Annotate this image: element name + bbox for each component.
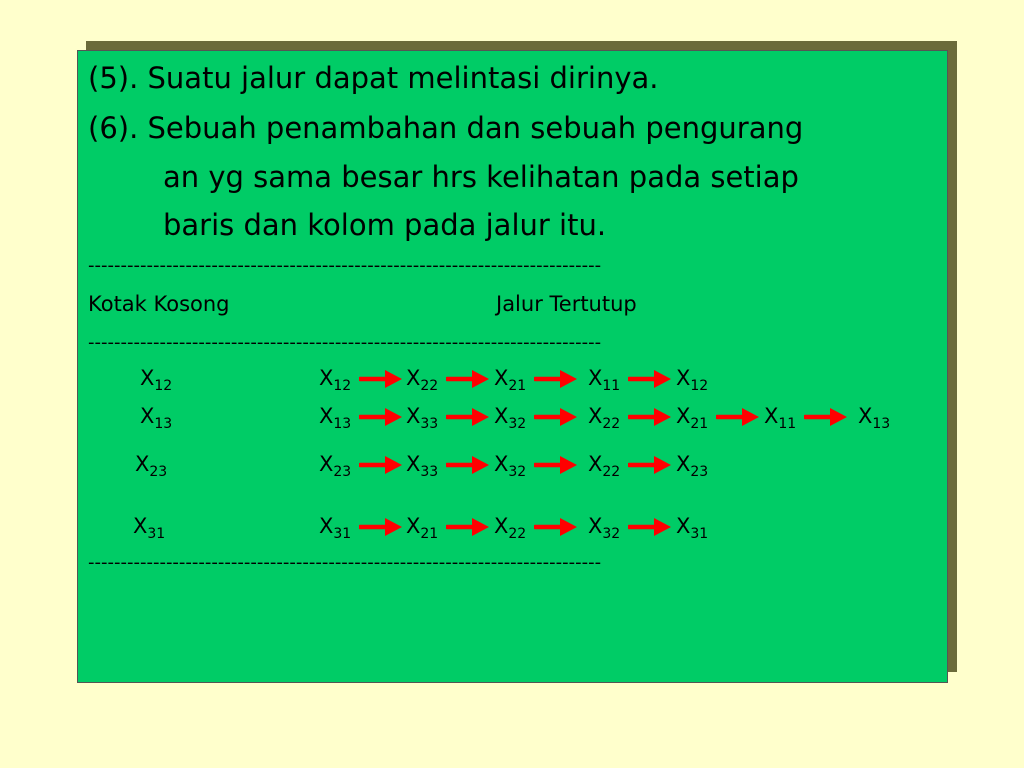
arrow-icon <box>804 406 848 428</box>
empty-cell-label: $X_{31}$ <box>133 514 166 542</box>
header-closed-path: Jalur Tertutup <box>496 292 637 316</box>
arrow-icon <box>628 516 672 538</box>
arrow-icon <box>446 454 490 476</box>
arrow-icon <box>628 368 672 390</box>
path-cell-label: $X_{21}$ <box>494 366 527 394</box>
path-cell-label: $X_{22}$ <box>494 514 527 542</box>
path-cell-label: $X_{21}$ <box>676 404 709 432</box>
path-cell-label: $X_{31}$ <box>319 514 352 542</box>
rule-6-line-3: baris dan kolom pada jalur itu. <box>163 208 607 242</box>
path-cell-label: $X_{23}$ <box>319 452 352 480</box>
rule-5: (5). Suatu jalur dapat melintasi dirinya. <box>88 61 659 95</box>
separator-top: ------------------------------------------------------------------------------- <box>88 256 602 276</box>
empty-cell-label: $X_{23}$ <box>135 452 168 480</box>
arrow-icon <box>359 406 403 428</box>
path-cell-label: $X_{12}$ <box>676 366 709 394</box>
path-cell-label: $X_{11}$ <box>764 404 797 432</box>
path-cell-label: $X_{12}$ <box>319 366 352 394</box>
arrow-icon <box>534 454 578 476</box>
path-cell-label: $X_{23}$ <box>676 452 709 480</box>
arrow-icon <box>716 406 760 428</box>
rule-6-line-2: an yg sama besar hrs kelihatan pada setiap <box>163 160 799 194</box>
path-cell-label: $X_{32}$ <box>588 514 621 542</box>
arrow-icon <box>628 454 672 476</box>
arrow-icon <box>534 406 578 428</box>
path-cell-label: $X_{21}$ <box>406 514 439 542</box>
arrow-icon <box>359 454 403 476</box>
empty-cell-label: $X_{12}$ <box>140 366 173 394</box>
path-cell-label: $X_{22}$ <box>406 366 439 394</box>
path-cell-label: $X_{33}$ <box>406 452 439 480</box>
arrow-icon <box>534 516 578 538</box>
path-cell-label: $X_{11}$ <box>588 366 621 394</box>
arrow-icon <box>446 406 490 428</box>
separator-bottom: ------------------------------------------------------------------------------- <box>88 553 602 573</box>
path-cell-label: $X_{32}$ <box>494 404 527 432</box>
arrow-icon <box>446 368 490 390</box>
path-cell-label: $X_{33}$ <box>406 404 439 432</box>
arrow-icon <box>446 516 490 538</box>
arrow-icon <box>359 368 403 390</box>
empty-cell-label: $X_{13}$ <box>140 404 173 432</box>
path-cell-label: $X_{31}$ <box>676 514 709 542</box>
path-cell-label: $X_{22}$ <box>588 404 621 432</box>
arrow-icon <box>359 516 403 538</box>
separator-middle: ------------------------------------------------------------------------------- <box>88 333 602 353</box>
header-empty-cell: Kotak Kosong <box>88 292 230 316</box>
arrow-icon <box>628 406 672 428</box>
path-cell-label: $X_{32}$ <box>494 452 527 480</box>
rule-6-line-1: (6). Sebuah penambahan dan sebuah pengurang <box>88 111 804 145</box>
arrow-icon <box>534 368 578 390</box>
path-cell-label: $X_{22}$ <box>588 452 621 480</box>
path-cell-label: $X_{13}$ <box>319 404 352 432</box>
path-cell-label: $X_{13}$ <box>858 404 891 432</box>
